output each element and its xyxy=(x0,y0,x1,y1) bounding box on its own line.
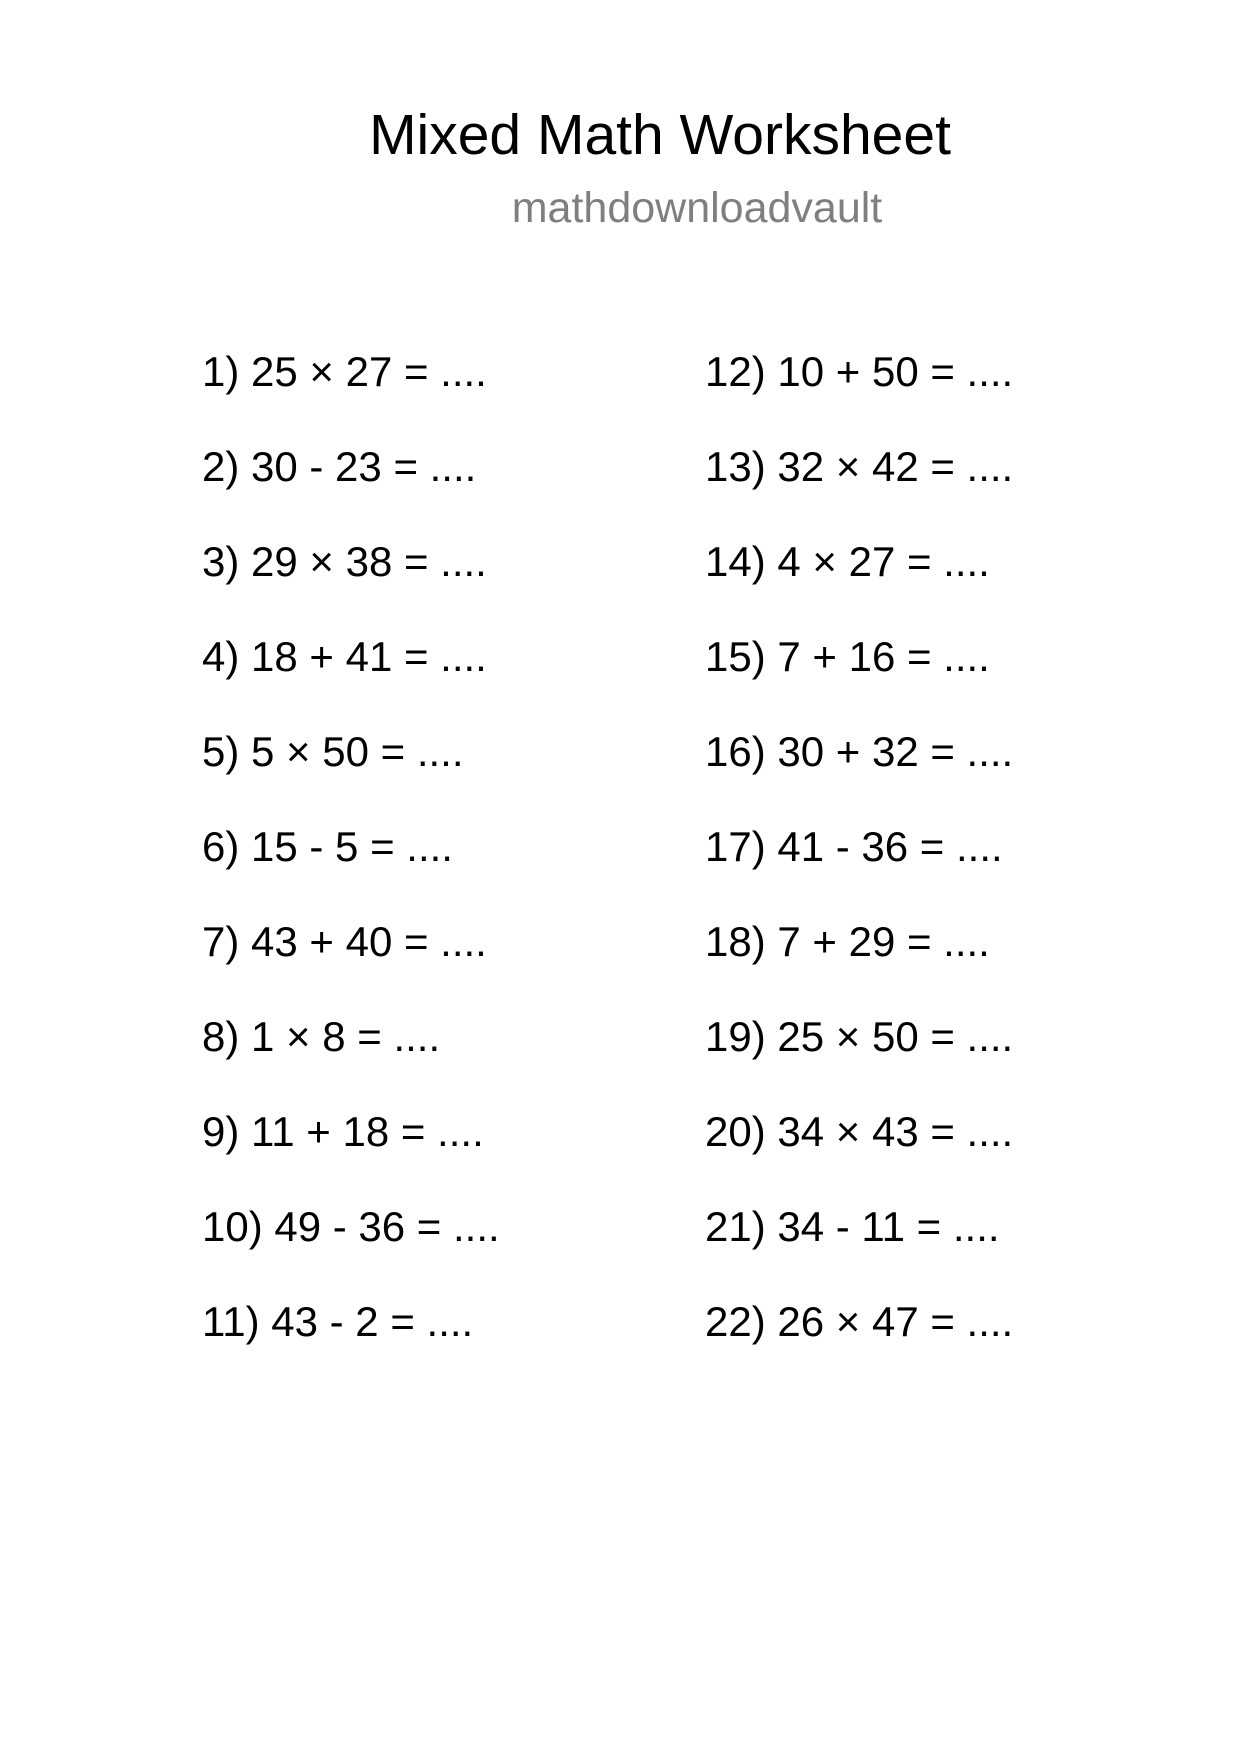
problem-item: 12) 10 + 50 = .... xyxy=(705,348,1014,395)
problem-item: 2) 30 - 23 = .... xyxy=(202,443,477,490)
problem-item: 4) 18 + 41 = .... xyxy=(202,633,487,680)
problem-item: 14) 4 × 27 = .... xyxy=(705,538,990,585)
problem-item: 18) 7 + 29 = .... xyxy=(705,918,990,965)
problem-item: 22) 26 × 47 = .... xyxy=(705,1298,1014,1345)
problem-item: 10) 49 - 36 = .... xyxy=(202,1203,500,1250)
worksheet-title: Mixed Math Worksheet xyxy=(369,103,951,167)
problem-item: 20) 34 × 43 = .... xyxy=(705,1108,1014,1155)
worksheet-subtitle: mathdownloadvault xyxy=(511,184,883,232)
problem-item: 3) 29 × 38 = .... xyxy=(202,538,487,585)
problem-item: 13) 32 × 42 = .... xyxy=(705,443,1014,490)
problems-column-left xyxy=(202,348,500,1393)
problem-item: 16) 30 + 32 = .... xyxy=(705,728,1014,775)
problem-item: 1) 25 × 27 = .... xyxy=(202,348,487,395)
problem-item: 17) 41 - 36 = .... xyxy=(705,823,1003,870)
problem-item: 6) 15 - 5 = .... xyxy=(202,823,453,870)
problem-item: 9) 11 + 18 = .... xyxy=(202,1108,484,1155)
problem-item: 19) 25 × 50 = .... xyxy=(705,1013,1014,1060)
problem-item: 21) 34 - 11 = .... xyxy=(705,1203,1000,1250)
problem-item: 15) 7 + 16 = .... xyxy=(705,633,990,680)
problem-item: 7) 43 + 40 = .... xyxy=(202,918,487,965)
problem-item: 5) 5 × 50 = .... xyxy=(202,728,464,775)
problem-item: 8) 1 × 8 = .... xyxy=(202,1013,441,1060)
problem-item: 11) 43 - 2 = .... xyxy=(202,1298,474,1345)
problems-column-right xyxy=(705,348,1013,1393)
